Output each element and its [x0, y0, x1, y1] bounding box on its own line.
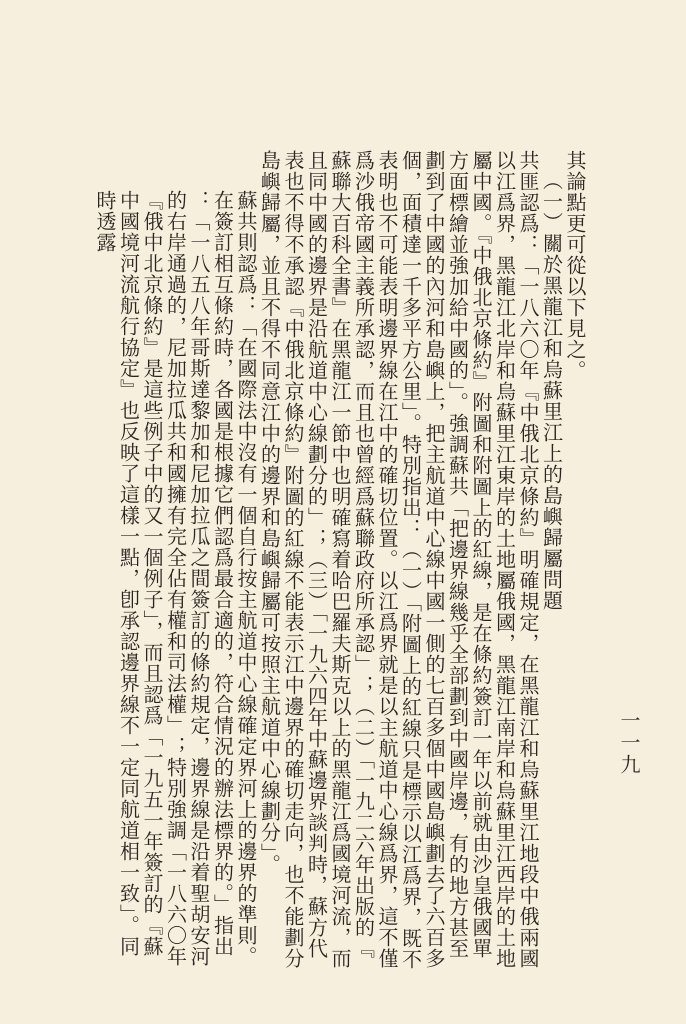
body-paragraph-soviet-view: 蘇共則認爲：「在國際法中沒有一個自行按主航道中心線確定界河上的邊界的準則。在簽訂相互條約時，各國是根據它們認爲最合適的，符合情況的辦法標界的。」指出：「一八五八年哥斯達黎加和尼加拉瓜之間簽訂的條約規定，邊界線是沿着聖胡安河的右岸通過的，尼加拉瓜共和國擁有完全佔有權和司法權」；特別強調「一八六〇年『俄中北京條約』是這些例子中的又一個例子」，而且認爲「一九五一年簽訂的『蘇中國境河流航行協定』也反映了這樣一點，卽承認邊界線不一定同航道相一致」。同時透露	[93, 190, 258, 967]
vertical-text-body	[93, 150, 587, 970]
page-number: 一一九	[617, 710, 641, 776]
body-paragraph-chinese-communist-view: 共匪認爲：「一八六〇年『中俄北京條約』明確規定，在黑龍江和烏蘇里江地段中俄兩國以江爲界，黑龍江北岸和烏蘇里江東岸的土地屬俄國，黑龍江南岸和烏蘇里江西岸的土地屬中國。『中俄北京條約』附圖和附圖上的紅線，是在條約簽訂一年以前就由沙皇俄國單方面標繪並強加給中國的」。強調蘇共「把邊界線幾乎全部劃到中國岸邊，有的地方甚至劃到了中國的內河和島嶼上，把主航道中心線中國一側的七百多個中國島嶼劃去了六百多個，面積達一千多平方公里」。特別指出：（一）「附圖上的紅線只是標示以江爲界，既不表明也不可能表明邊界線在江中的確切位置。以江爲界就是以主航道中心線爲界，這不僅爲沙俄帝國主義所承認，而且也曾經爲蘇聯政府所承認」；（二）「一九二六年出版的『蘇聯大百科全書』在黑龍江一節中也明確寫着哈巴羅夫斯克以上的黑龍江爲國境河流，而且同中國的邊界是沿航道中心線劃分的」；（三）「一九六四年中蘇邊界談判時，蘇方代表也不得不承認『中俄北京條約』附圖的紅線不能表示江中邊界的確切走向，也不能劃分島嶼歸屬，並且不得不同意江中的邊界和島嶼歸屬可按照主航道中心線劃分」。	[257, 150, 540, 970]
section-heading: （一）關於黑龍江和烏蘇里江上的島嶼歸屬問題	[539, 170, 564, 611]
intro-paragraph: 其論點更可從以下見之。	[563, 150, 587, 381]
